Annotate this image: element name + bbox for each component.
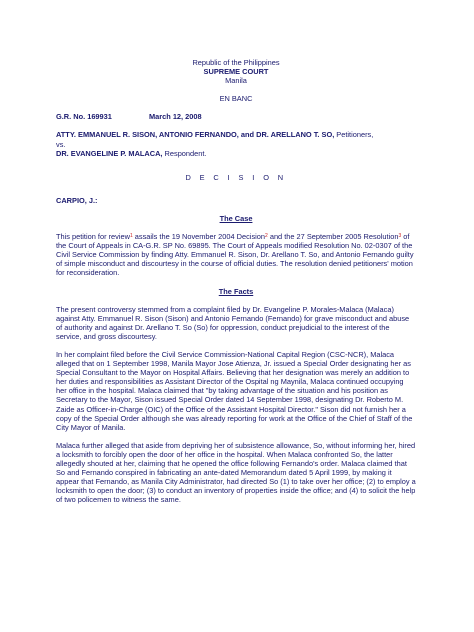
petitioners-role: Petitioners,: [334, 130, 374, 140]
heading-the-case: The Case: [219, 213, 253, 223]
court-header: [56, 58, 416, 103]
court-city: Manila: [225, 76, 247, 86]
versus-label: vs.: [56, 139, 66, 149]
division-label: EN BANC: [219, 94, 253, 104]
court-name: SUPREME COURT: [203, 67, 269, 77]
respondent-role: Respondent.: [162, 148, 207, 158]
parties-block: [56, 130, 416, 157]
facts-paragraph-3: Malaca further alleged that aside from depriving her of subsistence allowance, So, without informing her, hired a locksmith to forcibly open the door of her office in the hospital. When Malaca confronted So, the latter allegedly shouted at her, claiming that he opened the office following Fernando's order. Malaca claimed that So and Fernando conspired in fabricating an ante-dated Memorandum dated 5 April 1999, by making it appear that Fernando, as Manila City Administrator, had directed So (1) to take over her office; (2) to employ a locksmith to open the door; (3) to conduct an inventory of properties inside the office; and (4) to solicit the help of two policemen to witness the same.: [56, 440, 416, 505]
decision-date: March 12, 2008: [149, 112, 202, 122]
case-paragraph: This petition for review$^1$ assails the 19 November 2004 Decision$^2$ and the 27 September 2005 Resolution$^3$ of the Court of Appeals in CA-G.R. SP No. 69895. The Court of Appeals modified Resolution No. 02-0307 of the Civil Service Commission by finding Atty. Emmanuel R. Sison, Dr. Arellano T. So, and Antonio Fernando guilty of simple misconduct and discourtesy in the course of official duties. The resolution denied petitioners' motion for reconsideration.: [56, 232, 414, 278]
decision-title: D E C I S I O N: [185, 172, 287, 182]
footnote-link-2[interactable]: 2: [265, 233, 268, 240]
ponente: CARPIO, J.:: [56, 195, 98, 205]
footnote-link-1[interactable]: 1: [129, 233, 133, 240]
heading-the-facts: The Facts: [218, 286, 254, 296]
petitioners-names: ATTY. EMMANUEL R. SISON, ANTONIO FERNANDO, and DR. ARELLANO T. SO,: [56, 130, 335, 140]
gr-number: G.R. No. 169931: [56, 112, 112, 122]
facts-paragraph-2: In her complaint filed before the Civil Service Commission-National Capital Region (CSC-NCR), Malaca alleged that on 1 September 1998, Manila Mayor Jose Atienza, Jr. issued a Special Order designating her as Special Consultant to the Mayor on Hospital Affairs. Believing that her designation was merely an addition to her duties and responsibilities as Assistant Director of the Ospital ng Maynila, Malaca continued occupying her office in the hospital. Malaca claimed that "by taking advantage of the situation and his position as Secretary to the Mayor, Sison issued Special Order dated 14 September 1998, designating Dr. Roberto M. Zaide as Officer-in-Charge (OIC) of the Office of the Assistant Hospital Director." Sison did not furnish her a copy of the Special Order although she was already reporting for work at the Office of the Chief of Staff of the City Mayor of Manila.: [56, 349, 413, 432]
case-number-row: [56, 112, 416, 121]
footnote-link-3[interactable]: 3: [398, 233, 402, 240]
facts-paragraph-1: The present controversy stemmed from a complaint filed by Dr. Evangeline P. Morales-Malaca (Malaca) against Atty. Emmanuel R. Sison (Sison) and Antonio Fernando (Fernando) for grave misconduct and abuse of authority and against Dr. Arellano T. So (So) for oppression, conduct prejudicial to the interest of the service, and gross discourtesy.: [56, 304, 410, 341]
respondent-name: DR. EVANGELINE P. MALACA,: [56, 148, 163, 158]
republic-line: Republic of the Philippines: [192, 58, 280, 67]
